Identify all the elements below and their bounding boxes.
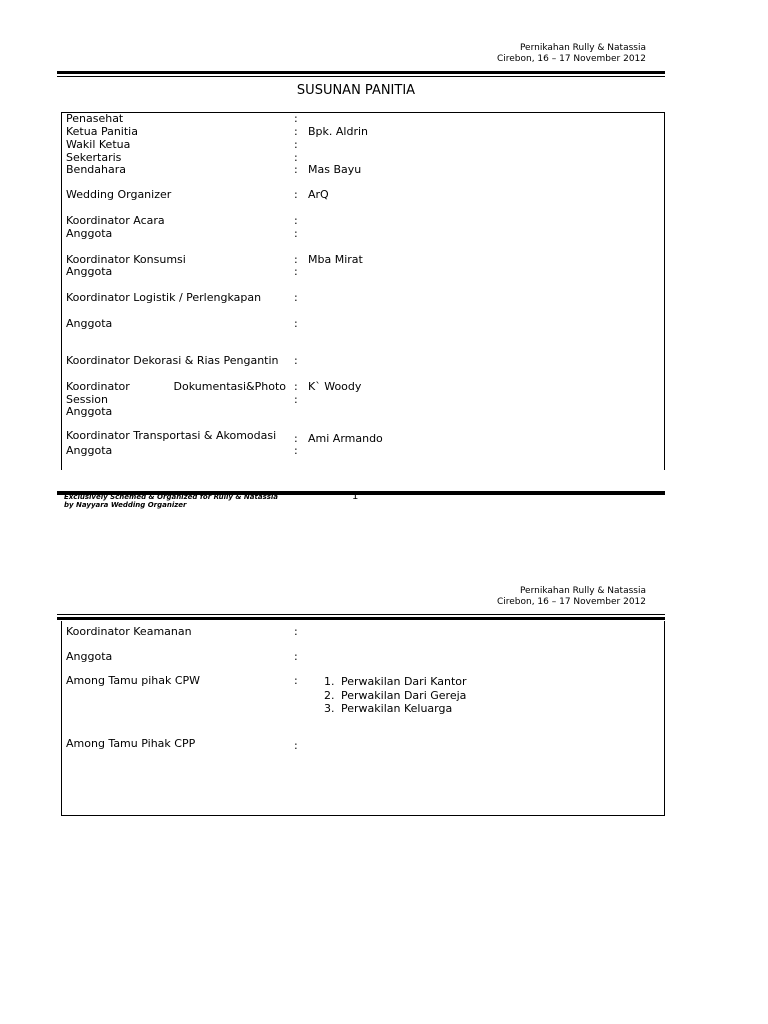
- row-colon: :: [294, 163, 298, 176]
- page-header-2: [497, 586, 646, 608]
- row-colon: :: [294, 739, 298, 752]
- row-label-koord-dokumentasi: [66, 380, 286, 393]
- row-colon: :: [294, 253, 298, 266]
- row-colon: :: [294, 625, 298, 638]
- row-label-anggota: Anggota: [66, 265, 113, 278]
- list-item: 3. Perwakilan Keluarga: [324, 702, 453, 715]
- list-item: 1. Perwakilan Dari Kantor: [324, 675, 467, 688]
- row-label-anggota: Anggota: [66, 227, 113, 240]
- row-colon: :: [294, 650, 298, 663]
- row-label-anggota: Anggota: [66, 317, 113, 330]
- row-label-anggota: Anggota: [66, 444, 113, 457]
- row-label-koord-logistik: Koordinator Logistik / Perlengkapan: [66, 291, 262, 304]
- label-word: Koordinator: [66, 380, 130, 393]
- footer-credit: [64, 493, 278, 509]
- row-label-anggota: Anggota: [66, 650, 113, 663]
- row-colon: :: [294, 188, 298, 201]
- row-value-wo: ArQ: [308, 188, 329, 201]
- header-event: Pernikahan Rully & Natassia: [519, 586, 646, 596]
- row-label-koord-konsumsi: Koordinator Konsumsi: [66, 253, 186, 266]
- header-rule-thin: [57, 614, 665, 615]
- header-rule-thick: [57, 617, 665, 620]
- row-colon: :: [294, 214, 298, 227]
- row-label-penasehat: Penasehat: [66, 112, 124, 125]
- header-date-place: Cirebon, 16 – 17 November 2012: [496, 597, 646, 607]
- footer-line1: Exclusively Schemed & Organized for Rully & Natassia: [64, 493, 279, 501]
- row-label-sekertaris: Sekertaris: [66, 151, 122, 164]
- row-label-koord-transportasi: Koordinator Transportasi & Akomodasi: [66, 429, 277, 442]
- row-colon: :: [294, 674, 298, 687]
- committee-table-page2: [61, 621, 665, 816]
- row-value-ketua: Bpk. Aldrin: [308, 125, 369, 138]
- row-label-koord-keamanan: Koordinator Keamanan: [66, 625, 192, 638]
- row-colon: :: [294, 317, 298, 330]
- row-label-ketua: Ketua Panitia: [66, 125, 138, 138]
- header-rule-thick: [57, 71, 665, 74]
- page-number: 1: [352, 491, 359, 502]
- row-value-dokumentasi: K` Woody: [308, 380, 362, 393]
- page-header: [497, 43, 646, 65]
- row-label-among-tamu-cpp: Among Tamu Pihak CPP: [66, 737, 196, 750]
- row-label-among-tamu-cpw: Among Tamu pihak CPW: [66, 674, 201, 687]
- row-colon: :: [294, 265, 298, 278]
- header-event: Pernikahan Rully & Natassia: [519, 43, 646, 53]
- row-colon: :: [294, 227, 298, 240]
- row-label-session: Session: [66, 393, 108, 406]
- cpw-list: [324, 675, 467, 716]
- header-date-place: Cirebon, 16 – 17 November 2012: [496, 54, 646, 64]
- row-colon: :: [294, 393, 298, 406]
- row-colon: :: [294, 291, 298, 304]
- row-label-bendahara: Bendahara: [66, 163, 126, 176]
- row-colon: :: [294, 151, 298, 164]
- page-title: SUSUNAN PANITIA: [296, 83, 416, 98]
- row-value-bendahara: Mas Bayu: [308, 163, 362, 176]
- row-colon: :: [294, 380, 298, 393]
- row-label-wakil: Wakil Ketua: [66, 138, 131, 151]
- row-colon: :: [294, 125, 298, 138]
- row-colon: :: [294, 444, 298, 457]
- row-colon: :: [294, 432, 298, 445]
- row-label-koord-acara: Koordinator Acara: [66, 214, 165, 227]
- row-value-konsumsi: Mba Mirat: [308, 253, 363, 266]
- row-value-transportasi: Ami Armando: [308, 432, 383, 445]
- row-colon: :: [294, 112, 298, 125]
- row-colon: :: [294, 354, 298, 367]
- row-label-wo: Wedding Organizer: [66, 188, 172, 201]
- label-word: Dokumentasi&Photo: [173, 380, 286, 393]
- row-colon: :: [294, 138, 298, 151]
- list-item: 2. Perwakilan Dari Gereja: [324, 688, 467, 702]
- footer-line2: by Nayyara Wedding Organizer: [64, 501, 187, 509]
- row-label-koord-dekorasi: Koordinator Dekorasi & Rias Pengantin: [66, 354, 279, 367]
- row-label-anggota: Anggota: [66, 405, 113, 418]
- header-rule-thin: [57, 76, 665, 77]
